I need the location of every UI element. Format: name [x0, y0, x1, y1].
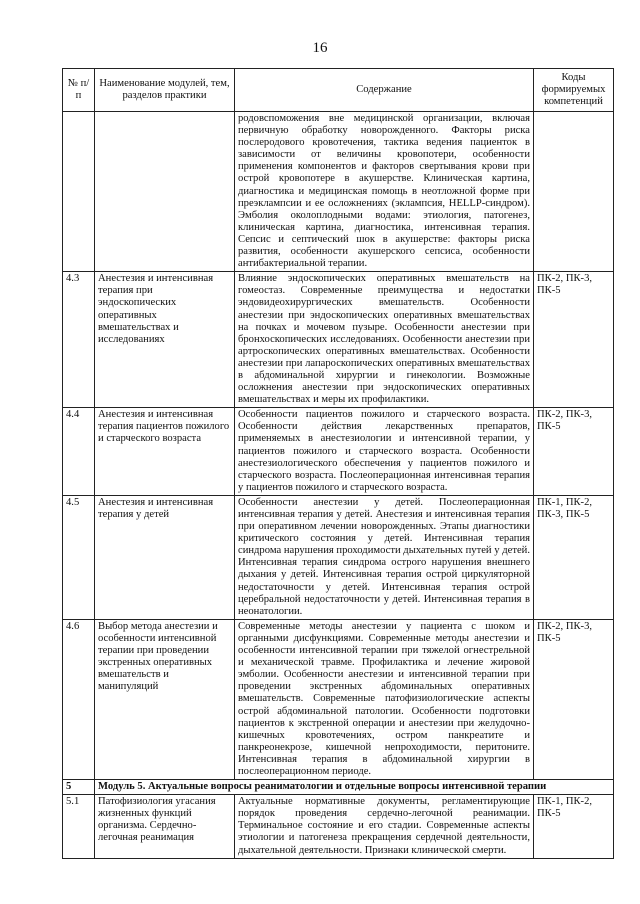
row-name: Анестезия и интенсивная терапия пациентов пожилого и старческого возраста: [95, 408, 235, 496]
table-row: [63, 112, 614, 272]
row-num: 5.1: [63, 795, 95, 858]
header-name: Наименование модулей, тем, разделов практики: [95, 69, 235, 112]
row-content: Современные методы анестезии у пациента с шоком и органными дисфункциями. Современные методы анестезии и особенности интенсивной терапии при тяжелой огнестрельной и механической травме. Профилактика и лечение жировой эмболии. Особенности анестезии и интенсивной терапии при проведении экстренных абдоминальных оперативных вмешательств. Современные патофизиологические аспекты острой абдоминальной патологии. Особенности подготовки пациентов к экстренной операции и анестезии при желудочно-кишечных кровотечениях, остром панкреатите и панкреонекрозе, кишечной непроходимости, перитоните. Интенсивная терапия в абдоминальной хирургии в послеоперационном периоде.: [235, 619, 534, 779]
row-codes: ПК-2, ПК-3, ПК-5: [534, 408, 614, 496]
row-name: Анестезия и интенсивная терапия при эндоскопических оперативных вмешательствах и исследованиях: [95, 272, 235, 408]
row-codes: [534, 112, 614, 272]
module-title: Модуль 5. Актуальные вопросы реаниматологии и отдельные вопросы интенсивной терапии: [95, 780, 614, 795]
row-codes: ПК-1, ПК-2, ПК-3, ПК-5: [534, 495, 614, 619]
module-num: 5: [63, 780, 95, 795]
curriculum-table: [62, 68, 614, 859]
table-row: [63, 495, 614, 619]
row-name: Патофизиология угасания жизненных функций организма. Сердечно-легочная реанимация: [95, 795, 235, 858]
row-content: Влияние эндоскопических оперативных вмешательств на гомеостаз. Современные преимущества и недостатки эндовидеохирургических вмешательств. Особенности анестезии при эндоскопических оперативных вмешательствах на почках и мочевом пузыре. Особенности анестезии при бронхоскопических исследованиях. Особенности анестезии при артроскопических оперативных вмешательствах. Особенности анестезии при лапароскопических оперативных вмешательствах в абдоминальной хирургии и гинекологии. Возможные осложнения анестезии при эндоскопических оперативных вмешательствах и меры их профилактики.: [235, 272, 534, 408]
row-name: Анестезия и интенсивная терапия у детей: [95, 495, 235, 619]
page-number: 16: [312, 40, 328, 56]
row-content: Актуальные нормативные документы, регламентирующие порядок проведения сердечно-легочной реанимации. Терминальное состояние и его стадии. Современные аспекты этиологии и патогенеза прекращения сердечной деятельности, дыхательной деятельности. Признаки клинической смерти.: [235, 795, 534, 858]
row-num: 4.3: [63, 272, 95, 408]
row-codes: ПК-2, ПК-3, ПК-5: [534, 272, 614, 408]
table-header-row: [63, 69, 614, 112]
header-num: № п/п: [63, 69, 95, 112]
table-row: [63, 795, 614, 858]
row-num: 4.4: [63, 408, 95, 496]
row-name: Выбор метода анестезии и особенности интенсивной терапии при проведении экстренных оперативных вмешательств и манипуляций: [95, 619, 235, 779]
row-num: 4.5: [63, 495, 95, 619]
table-row: [63, 619, 614, 779]
row-codes: ПК-1, ПК-2, ПК-5: [534, 795, 614, 858]
table-row: [63, 408, 614, 496]
row-content: Особенности анестезии у детей. Послеоперационная интенсивная терапия у детей. Анестезия и интенсивная терапия при оперативном лечении новорожденных. Этапы диагностики критического состояния у детей. Интенсивная терапия синдрома нарушения проходимости дыхательных путей у детей. Интенсивная терапия синдрома острого нарушения внешнего дыхания у детей. Интенсивная терапия острой циркуляторной недостаточности у детей. Интенсивная терапия острой церебральной недостаточности у детей. Интенсивная терапия в неонатологии.: [235, 495, 534, 619]
table-row: [63, 272, 614, 408]
row-num: [63, 112, 95, 272]
row-content: Особенности пациентов пожилого и старческого возраста. Особенности действия лекарственных препаратов, применяемых в анестезиологии и интенсивной терапии, у пациентов пожилого и старческого возраста. Особенности анестезиологического обеспечения у пациентов пожилого и старческого возраста. Послеоперационная интенсивная терапия у пациентов пожилого и старческого возраста.: [235, 408, 534, 496]
header-content: Содержание: [235, 69, 534, 112]
header-codes: Коды формируемых компетенций: [534, 69, 614, 112]
row-num: 4.6: [63, 619, 95, 779]
module-row: [63, 780, 614, 795]
row-codes: ПК-2, ПК-3, ПК-5: [534, 619, 614, 779]
row-content: родовспоможения вне медицинской организации, включая первичную обработку новорожденного. Факторы риска послеродового кровотечения, тактика ведения пациенток в зависимости от величины кровопотери, особенности применения компонентов и факторов свертывания крови при острой кровопотере в акушерстве. Клиническая картина, диагностика и медицинская помощь в неотложной форме при преэклампсии и ее осложнениях (эклампсия, HELLP-синдром). Эмболия околоплодными водами: этиология, патогенез, клиническая картина, диагностика, интенсивная терапия. Сепсис и септический шок в акушерстве: факторы риска развития, особенности акушерского сепсиса, особенности антибактериальной терапии.: [235, 112, 534, 272]
row-name: [95, 112, 235, 272]
